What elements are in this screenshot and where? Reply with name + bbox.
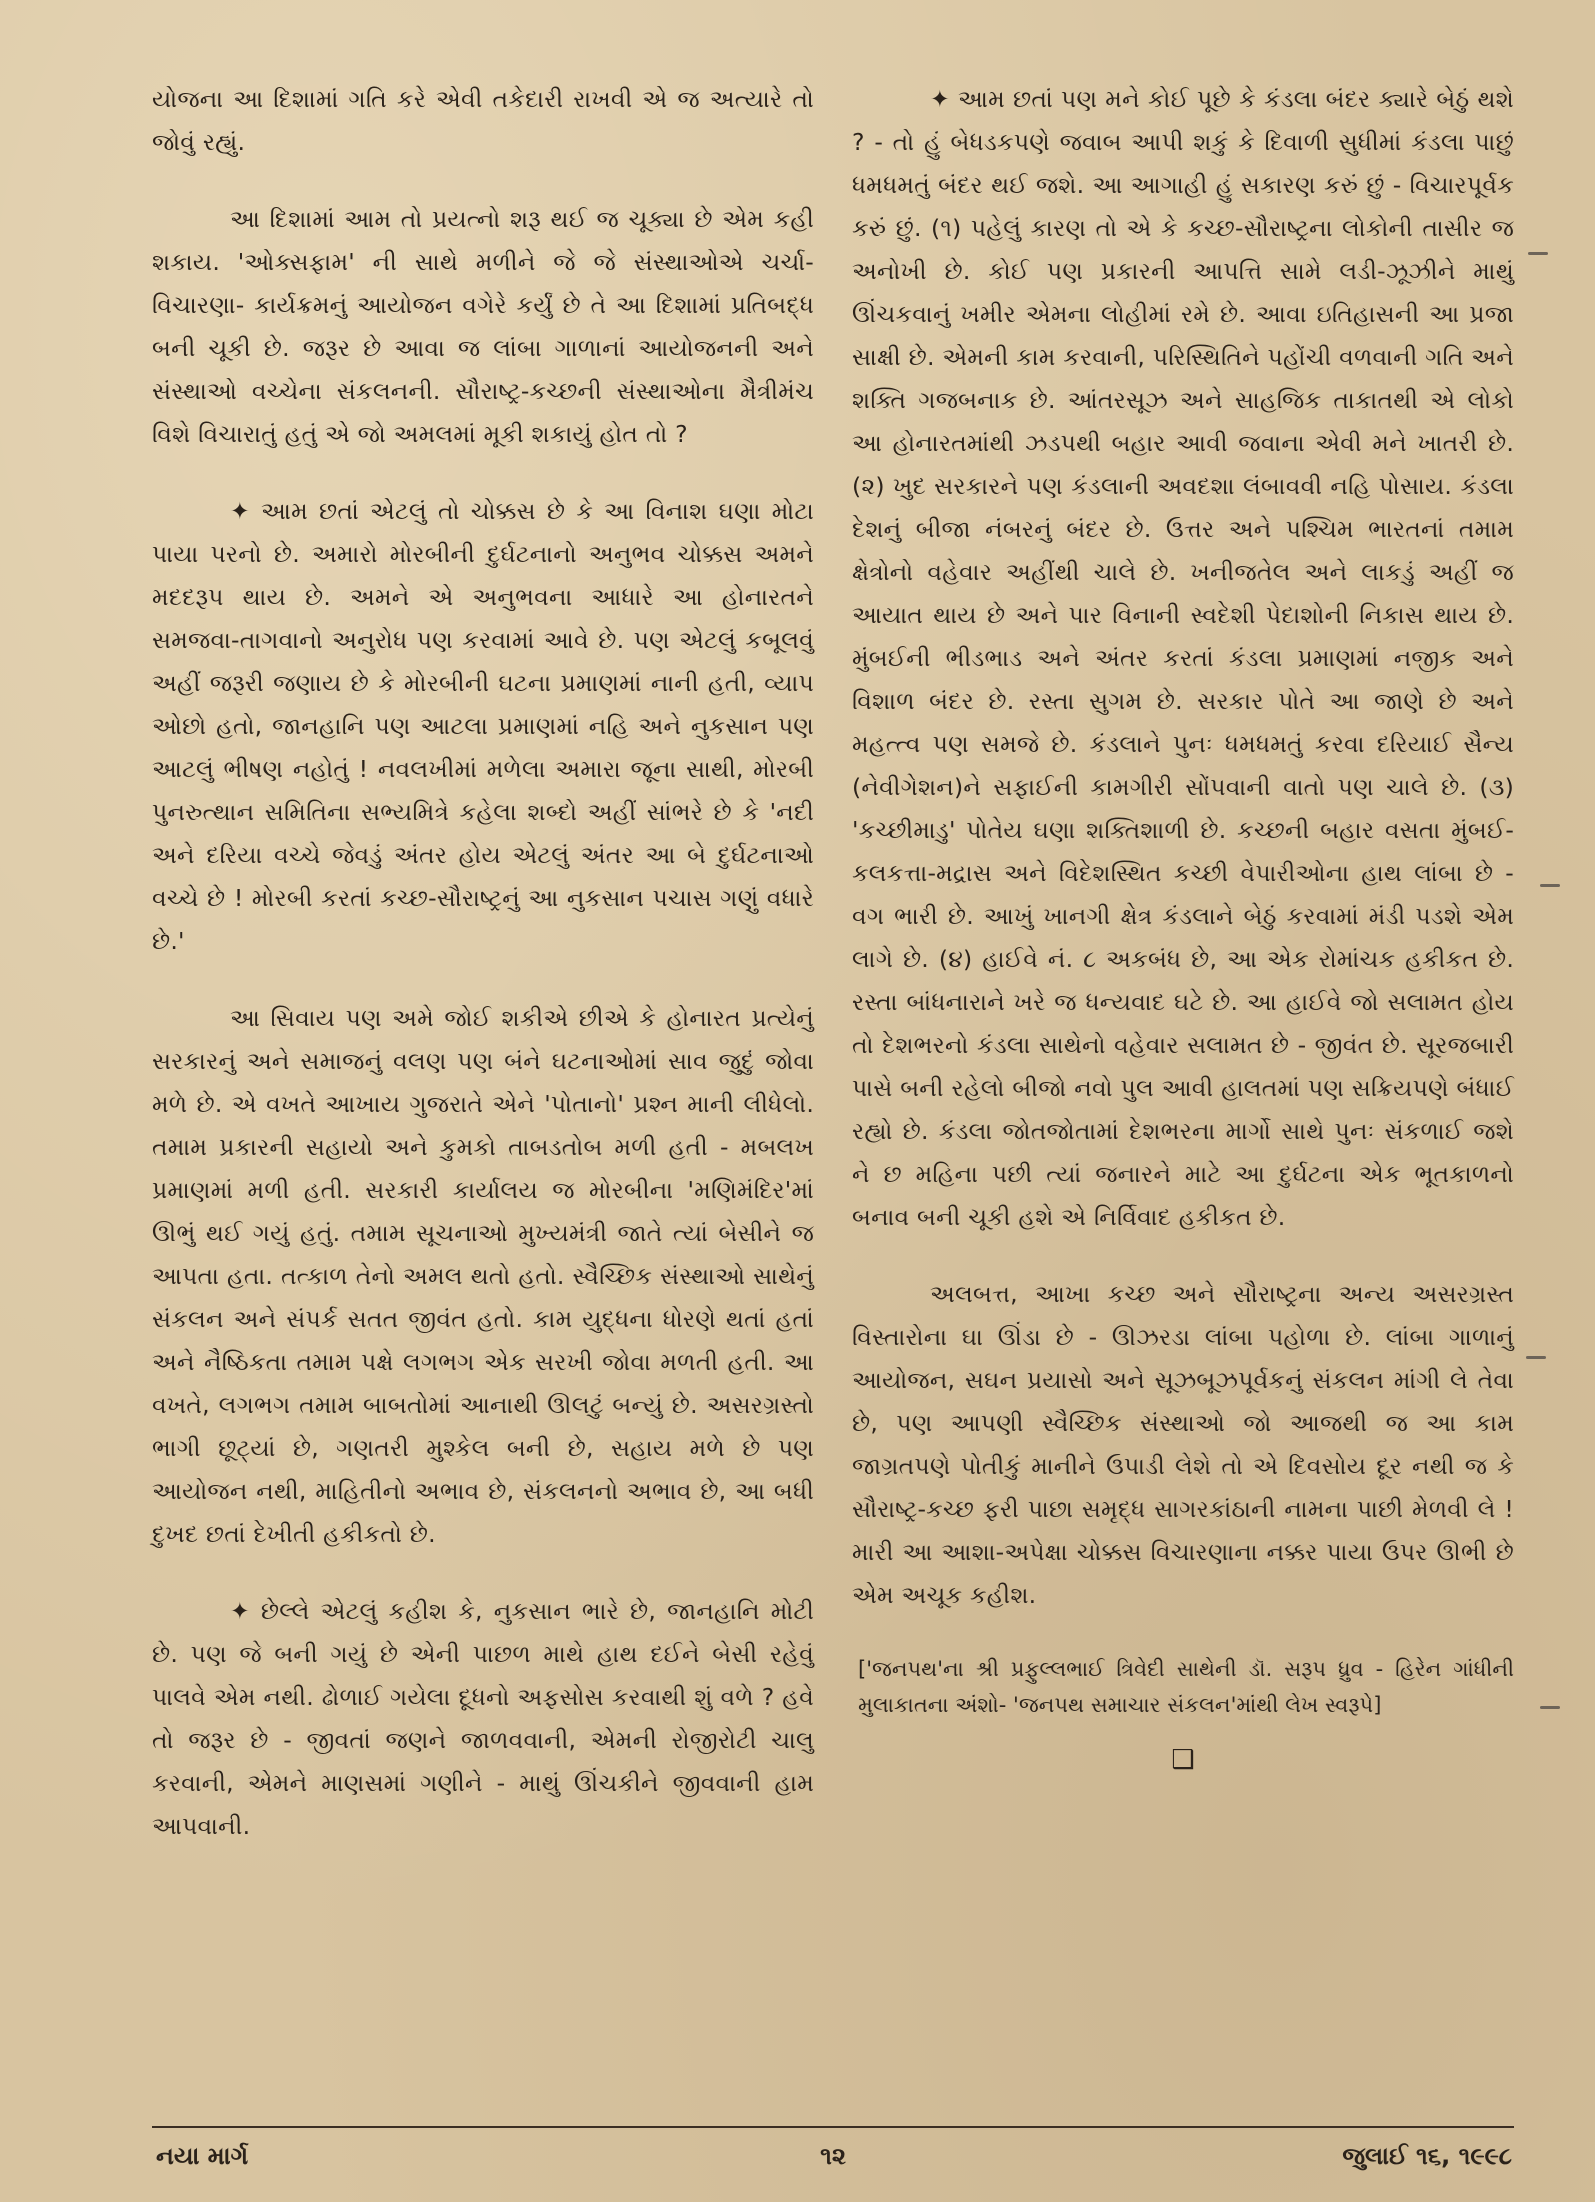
- staple-mark: [1540, 1706, 1560, 1709]
- staple-mark: [1528, 252, 1548, 255]
- staple-mark: [1540, 884, 1560, 887]
- right-paragraph-2: અલબત્ત, આખા કચ્છ અને સૌરાષ્ટ્રના અન્ય અસરગ્રસ્ત વિસ્તારોના ઘા ઊંડા છે - ઊઝરડા લાંબા પહોળા છે. લાંબા ગાળાનું આયોજન, સઘન પ્રયાસો અને સૂઝબૂઝપૂર્વકનું સંકલન માંગી લે તેવા છે, પણ આપણી સ્વૈચ્છિક સંસ્થાઓ જો આજથી જ આ કામ જાગ્રતપણે પોતીકું માનીને ઉપાડી લેશે તો એ દિવસોય દૂર નથી જ કે સૌરાષ્ટ્ર-કચ્છ ફરી પાછા સમૃદ્ધ સાગરકાંઠાની નામના પાછી મેળવી લે ! મારી આ આશા-અપેક્ષા ચોક્કસ વિચારણાના નક્કર પાયા ઉપર ઊભી છે એમ અચૂક કહીશ.: [852, 1280, 1514, 1609]
- left-paragraph-5: ✦ છેલ્લે એટલું કહીશ કે, નુકસાન ભારે છે, જાનહાનિ મોટી છે. પણ જે બની ગયું છે એની પાછળ માથે હાથ દઈને બેસી રહેવું પાલવે એમ નથી. ઢોળાઈ ગયેલા દૂધનો અફસોસ કરવાથી શું વળે ? હવે તો જરૂર છે - જીવતાં જણને જાળવવાની, એમની રોજીરોટી ચાલુ કરવાની, એમને માણસમાં ગણીને - માથું ઊંચકીને જીવવાની હામ આપવાની.: [152, 1597, 814, 1840]
- staple-mark: [1526, 1356, 1546, 1359]
- right-column: [852, 78, 1514, 1775]
- end-of-article-mark: ❑: [1171, 1745, 1195, 1775]
- left-paragraph-4: આ સિવાય પણ અમે જોઈ શકીએ છીએ કે હોનારત પ્રત્યેનું સરકારનું અને સમાજનું વલણ પણ બંને ઘટનાઓમાં સાવ જુદું જોવા મળે છે. એ વખતે આખાય ગુજરાતે એને 'પોતાનો' પ્રશ્ન માની લીધેલો. તમામ પ્રકારની સહાયો અને કુમકો તાબડતોબ મળી હતી - મબલખ પ્રમાણમાં મળી હતી. સરકારી કાર્યાલય જ મોરબીના 'મણિમંદિર'માં ઊભું થઈ ગયું હતું. તમામ સૂચનાઓ મુખ્યમંત્રી જાતે ત્યાં બેસીને જ આપતા હતા. તત્કાળ તેનો અમલ થતો હતો. સ્વૈચ્છિક સંસ્થાઓ સાથેનું સંકલન અને સંપર્ક સતત જીવંત હતો. કામ યુદ્ધના ધોરણે થતાં હતાં અને નૈષ્ઠિકતા તમામ પક્ષે લગભગ એક સરખી જોવા મળતી હતી. આ વખતે, લગભગ તમામ બાબતોમાં આનાથી ઊલટું બન્યું છે. અસરગ્રસ્તો ભાગી છૂટ્યાં છે, ગણતરી મુશ્કેલ બની છે, સહાય મળે છે પણ આયોજન નથી, માહિતીનો અભાવ છે, સંકલનનો અભાવ છે, આ બધી દુખદ છતાં દેખીતી હકીકતો છે.: [152, 1004, 814, 1548]
- publication-name: નયા માર્ગ: [156, 2142, 249, 2170]
- page-number: ૧૨: [820, 2142, 846, 2170]
- left-paragraph-1: યોજના આ દિશામાં ગતિ કરે એવી તકેદારી રાખવી એ જ અત્યારે તો જોવું રહ્યું.: [152, 85, 814, 156]
- issue-date: જુલાઈ ૧૬, ૧૯૯૮: [1342, 2142, 1512, 2170]
- right-paragraph-1: ✦ આમ છતાં પણ મને કોઈ પૂછે કે કંડલા બંદર ક્યારે બેઠું થશે ? - તો હું બેધડકપણે જવાબ આપી શકું કે દિવાળી સુધીમાં કંડલા પાછું ધમધમતું બંદર થઈ જશે. આ આગાહી હું સકારણ કરું છું - વિચારપૂર્વક કરું છું. (૧) પહેલું કારણ તો એ કે કચ્છ-સૌરાષ્ટ્રના લોકોની તાસીર જ અનોખી છે. કોઈ પણ પ્રકારની આપત્તિ સામે લડી-ઝૂઝીને માથું ઊંચકવાનું ખમીર એમના લોહીમાં રમે છે. આવા ઇતિહાસની આ પ્રજા સાક્ષી છે. એમની કામ કરવાની, પરિસ્થિતિને પહોંચી વળવાની ગતિ અને શક્તિ ગજબનાક છે. આંતરસૂઝ અને સાહજિક તાકાતથી એ લોકો આ હોનારતમાંથી ઝડપથી બહાર આવી જવાના એવી મને ખાતરી છે. (૨) ખુદ સરકારને પણ કંડલાની અવદશા લંબાવવી નહિ પોસાય. કંડલા દેશનું બીજા નંબરનું બંદર છે. ઉત્તર અને પશ્ચિમ ભારતનાં તમામ ક્ષેત્રોનો વહેવાર અહીંથી ચાલે છે. ખનીજતેલ અને લાકડું અહીં જ આયાત થાય છે અને પાર વિનાની સ્વદેશી પેદાશોની નિકાસ થાય છે. મુંબઈની ભીડભાડ અને અંતર કરતાં કંડલા પ્રમાણમાં નજીક અને વિશાળ બંદર છે. રસ્તા સુગમ છે. સરકાર પોતે આ જાણે છે અને મહત્ત્વ પણ સમજે છે. કંડલાને પુનઃ ધમધમતું કરવા દરિયાઈ સૈન્ય (નેવીગેશન)ને સફાઈની કામગીરી સોંપવાની વાતો પણ ચાલે છે. (૩) 'કચ્છીમાડુ' પોતેય ઘણા શક્તિશાળી છે. કચ્છની બહાર વસતા મુંબઈ-કલકત્તા-મદ્રાસ અને વિદેશસ્થિત કચ્છી વેપારીઓના હાથ લાંબા છે - વગ ભારી છે. આખું ખાનગી ક્ષેત્ર કંડલાને બેઠું કરવામાં મંડી પડશે એમ લાગે છે. (૪) હાઈવે નં. ૮ અકબંધ છે, આ એક રોમાંચક હકીકત છે. રસ્તા બાંધનારાને ખરે જ ધન્યવાદ ઘટે છે. આ હાઈવે જો સલામત હોય તો દેશભરનો કંડલા સાથેનો વહેવાર સલામત છે - જીવંત છે. સૂરજબારી પાસે બની રહેલો બીજો નવો પુલ આવી હાલતમાં પણ સક્રિયપણે બંધાઈ રહ્યો છે. કંડલા જોતજોતામાં દેશભરના માર્ગો સાથે પુનઃ સંકળાઈ જશે ને છ મહિના પછી ત્યાં જનારને માટે આ દુર્ઘટના એક ભૂતકાળનો બનાવ બની ચૂકી હશે એ નિર્વિવાદ હકીકત છે.: [852, 85, 1515, 1231]
- page-footer: [152, 2136, 1514, 2176]
- left-paragraph-3: ✦ આમ છતાં એટલું તો ચોક્કસ છે કે આ વિનાશ ઘણા મોટા પાયા પરનો છે. અમારો મોરબીની દુર્ઘટનાનો અનુભવ ચોક્કસ અમને મદદરૂપ થાય છે. અમને એ અનુભવના આધારે આ હોનારતને સમજવા-તાગવાનો અનુરોધ પણ કરવામાં આવે છે. પણ એટલું કબૂલવું અહીં જરૂરી જણાય છે કે મોરબીની ઘટના પ્રમાણમાં નાની હતી, વ્યાપ ઓછો હતો, જાનહાનિ પણ આટલા પ્રમાણમાં નહિ અને નુકસાન પણ આટલું ભીષણ નહોતું ! નવલખીમાં મળેલા અમારા જૂના સાથી, મોરબી પુનરુત્થાન સમિતિના સભ્યમિત્રે કહેલા શબ્દો અહીં સાંભરે છે કે 'નદી અને દરિયા વચ્ચે જેવડું અંતર હોય એટલું અંતર આ બે દુર્ઘટનાઓ વચ્ચે છે ! મોરબી કરતાં કચ્છ-સૌરાષ્ટ્રનું આ નુકસાન પચાસ ગણું વધારે છે.': [152, 497, 814, 955]
- article-credit: ['જનપથ'ના શ્રી પ્રફુલ્લભાઈ ત્રિવેદી સાથેની ડૉ. સરૂપ ધ્રુવ - હિરેન ગાંધીની મુલાકાતના અંશો- 'જનપથ સમાચાર સંકલન'માંથી લેખ સ્વરૂપે]: [858, 1657, 1514, 1717]
- left-paragraph-2: આ દિશામાં આમ તો પ્રયત્નો શરૂ થઈ જ ચૂક્યા છે એમ કહી શકાય. 'ઓક્સફામ' ની સાથે મળીને જે જે સંસ્થાઓએ ચર્ચા-વિચારણા- કાર્યક્રમનું આયોજન વગેરે કર્યું છે તે આ દિશામાં પ્રતિબદ્ધ બની ચૂકી છે. જરૂર છે આવા જ લાંબા ગાળાનાં આયોજનની અને સંસ્થાઓ વચ્ચેના સંકલનની. સૌરાષ્ટ્ર-કચ્છની સંસ્થાઓના મૈત્રીમંચ વિશે વિચારાતું હતું એ જો અમલમાં મૂકી શકાયું હોત તો ?: [152, 205, 814, 448]
- footer-divider: [152, 2126, 1514, 2128]
- left-column: [152, 78, 814, 1882]
